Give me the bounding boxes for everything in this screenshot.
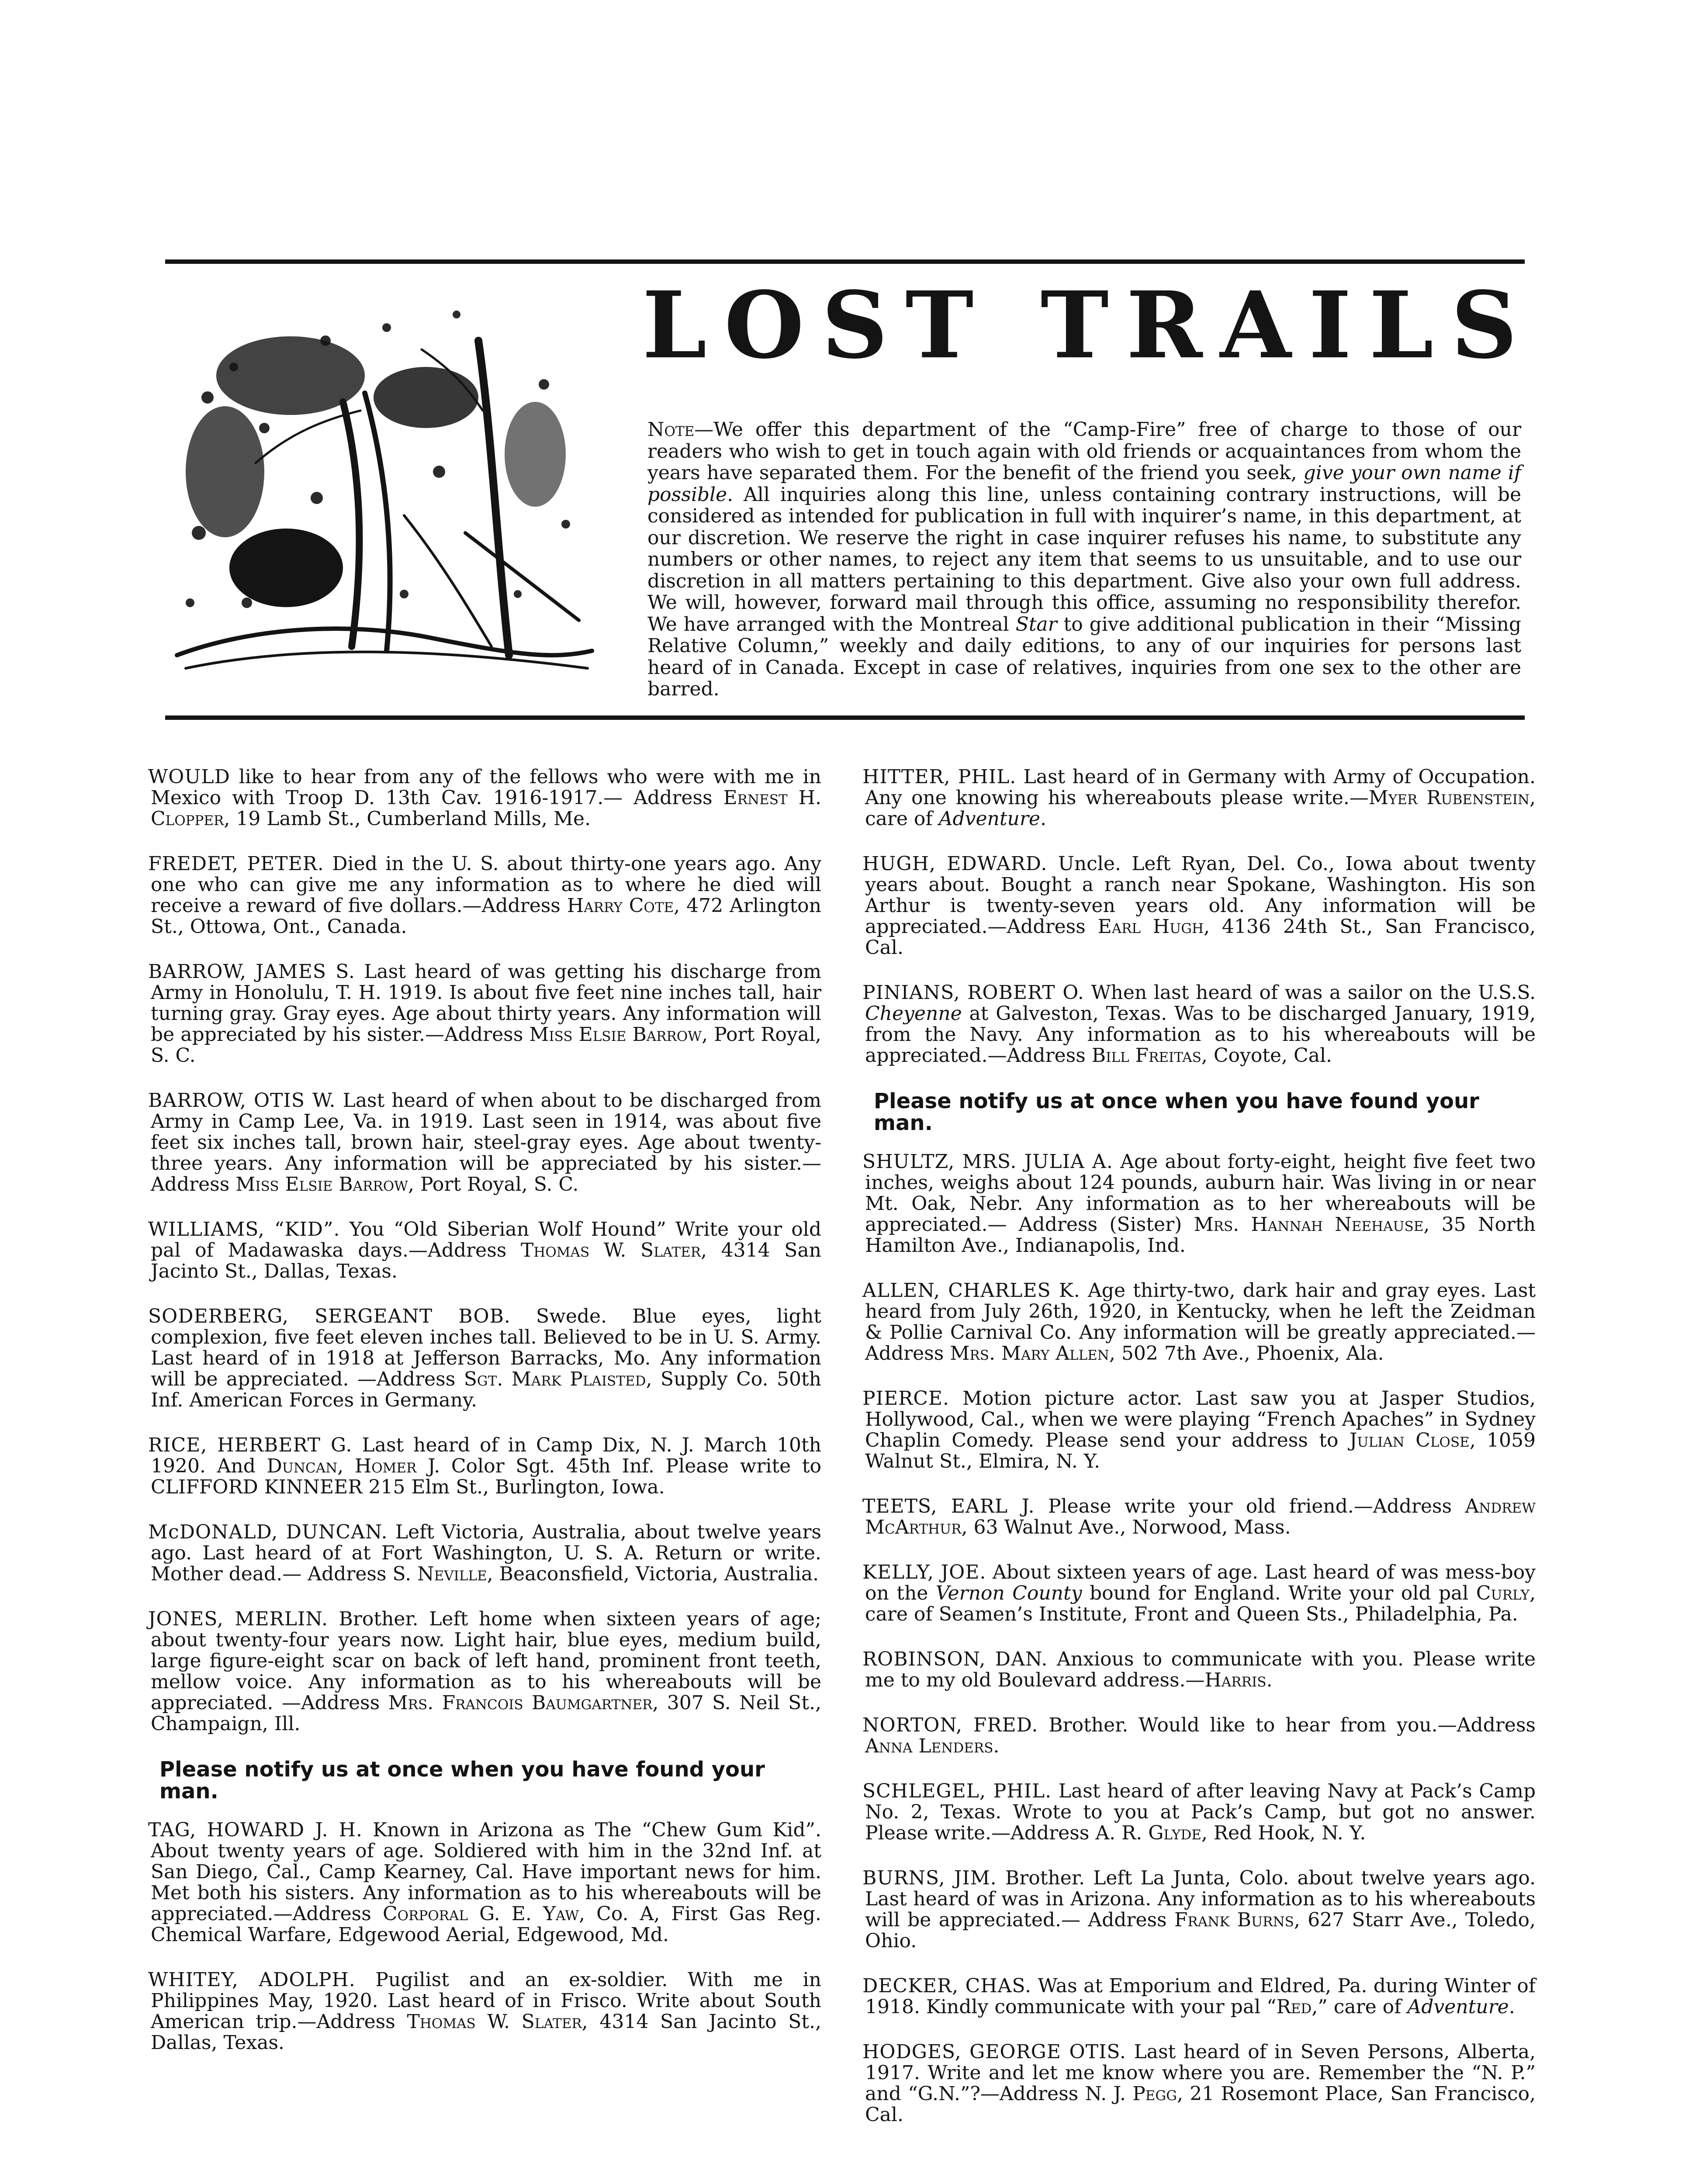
list-item: SHULTZ, MRS. JULIA A. Age about forty-eight, height five feet two inches, weighs about 124 pounds, auburn hair. Was living in or near Mt. Oak, Nebr. Any information as to her whereabouts will be appreciated.— Address (Sister) Mrs. Hannah Neehause, 35 North Hamilton Ave., Indianapolis, Ind. — [862, 1151, 1536, 1257]
right-column — [862, 766, 1536, 2149]
list-item: SCHLEGEL, PHIL. Last heard of after leaving Navy at Pack’s Camp No. 2, Texas. Wrote to you at Pack’s Camp, but got no answer. Please write.—Address A. R. Glyde, Red Hook, N. Y. — [862, 1780, 1536, 1844]
list-item: BURNS, JIM. Brother. Left La Junta, Colo. about twelve years ago. Last heard of was in Arizona. Any information as to his whereabouts will be appreciated.— Address Frank Burns, 627 Starr Ave., Toledo, Ohio. — [862, 1867, 1536, 1952]
left-entries-top — [148, 766, 822, 1735]
note-text-1: —We offer this department of the “Camp-Fire” free of charge to those of our readers who wish to get in touch again with old friends or acquaintances from whom the years have separated them. For the benefit of the friend you seek, — [647, 418, 1521, 484]
top-rule — [165, 259, 1525, 264]
list-item: ROBINSON, DAN. Anxious to communicate with you. Please write me to my old Boulevard address.—Harris. — [862, 1648, 1536, 1691]
note-emphasis-star: Star — [1015, 613, 1057, 636]
left-column — [148, 766, 822, 2077]
forest-trail-illustration — [159, 288, 601, 677]
note-text-3: to give additional publication in their “Missing Relative Column,” weekly and daily editions, to any of our inquiries for persons last heard of in Canada. Except in case of relatives, inquiries from one sex to the other are barred. — [647, 613, 1522, 700]
list-item: HUGH, EDWARD. Uncle. Left Ryan, Del. Co., Iowa about twenty years about. Bought a ranch near Spokane, Washington. His son Arthur is twenty-seven years old. Any information will be appreciated.—Address Earl Hugh, 4136 24th St., San Francisco, Cal. — [862, 853, 1536, 959]
list-item: JONES, MERLIN. Brother. Left home when sixteen years of age; about twenty-four years now. Light hair, blue eyes, medium build, large figure-eight scar on back of left hand, prominent front teeth, mellow voice. Any information as to his whereabouts will be appreciated. —Address Mrs. Francois Baumgartner, 307 S. Neil St., Champaign, Ill. — [148, 1608, 822, 1735]
note-lead: Note — [647, 418, 695, 441]
list-item: HODGES, GEORGE OTIS. Last heard of in Seven Persons, Alberta, 1917. Write and let me know where you are. Remember the “N. P.” and “G.N.”?—Address N. J. Pegg, 21 Rosemont Place, San Francisco, Cal. — [862, 2041, 1536, 2126]
page-title: LOST TRAILS — [642, 271, 1535, 379]
list-item: ALLEN, CHARLES K. Age thirty-two, dark hair and gray eyes. Last heard from July 26th, 1920, in Kentucky, when he left the Zeidman & Pollie Carnival Co. Any information will be greatly appreciated.—Address Mrs. Mary Allen, 502 7th Ave., Phoenix, Ala. — [862, 1279, 1536, 1365]
department-note — [647, 419, 1521, 700]
note-text-2: . All inquiries along this line, unless containing contrary instructions, will be considered as intended for publication in full with inquirer’s name, in this department, at our discretion. We reserve the right in case inquirer refuses his name, to substitute any numbers or other names, to reject any item that seems to us unsuitable, and to use our discretion in all matters pertaining to this department. Give also your own full address. We will, however, forward mail through this office, assuming no responsibility therefor. We have arranged with the Montreal — [647, 483, 1521, 636]
list-item: TAG, HOWARD J. H. Known in Arizona as The “Chew Gum Kid”. About twenty years of age. Soldiered with him in the 32nd Inf. at San Diego, Cal., Camp Kearney, Cal. Have important news for him. Met both his sisters. Any information as to his whereabouts will be appreciated.—Address Corporal G. E. Yaw, Co. A, First Gas Reg. Chemical Warfare, Edgewood Aerial, Edgewood, Md. — [148, 1819, 821, 1946]
right-entries-top — [862, 766, 1536, 1067]
list-item: PIERCE. Motion picture actor. Last saw you at Jasper Studios, Hollywood, Cal., when we were playing “French Apaches” in Sydney Chaplin Comedy. Please send your address to Julian Close, 1059 Walnut St., Elmira, N. Y. — [862, 1387, 1536, 1472]
list-item: SODERBERG, SERGEANT BOB. Swede. Blue eyes, light complexion, five feet eleven inches tall. Believed to be in U. S. Army. Last heard of in 1918 at Jefferson Barracks, Mo. Any information will be appreciated. —Address Sgt. Mark Plaisted, Supply Co. 50th Inf. American Forces in Germany. — [148, 1305, 821, 1411]
right-entries-bottom — [862, 1151, 1536, 2126]
left-entries-bottom — [148, 1819, 822, 2054]
list-item: McDONALD, DUNCAN. Left Victoria, Australia, about twelve years ago. Last heard of at Fort Washington, U. S. A. Return or write. Mother dead.— Address S. Neville, Beaconsfield, Victoria, Australia. — [148, 1521, 821, 1585]
list-item: DECKER, CHAS. Was at Emporium and Eldred, Pa. during Winter of 1918. Kindly communicate with your pal “Red,” care of Adventure. — [862, 1975, 1536, 2018]
bottom-rule — [165, 715, 1525, 720]
list-item: HITTER, PHIL. Last heard of in Germany with Army of Occupation. Any one knowing his whereabouts please write.—Myer Rubenstein, care of Adventure. — [862, 766, 1536, 830]
notify-notice-left: Please notify us at once when you have found your man. — [159, 1757, 765, 1804]
list-item: WILLIAMS, “KID”. You “Old Siberian Wolf Hound” Write your old pal of Madawaska days.—Address Thomas W. Slater, 4314 San Jacinto St., Dallas, Texas. — [148, 1218, 821, 1282]
list-item: PINIANS, ROBERT O. When last heard of was a sailor on the U.S.S. Cheyenne at Galveston, Texas. Was to be discharged January, 1919, from the Navy. Any information as to his whereabouts will be appreciated.—Address Bill Freitas, Coyote, Cal. — [862, 981, 1536, 1067]
list-item: WOULD like to hear from any of the fellows who were with me in Mexico with Troop D. 13th Cav. 1916-1917.— Address Ernest H. Clopper, 19 Lamb St., Cumberland Mills, Me. — [148, 766, 821, 830]
list-item: NORTON, FRED. Brother. Would like to hear from you.—Address Anna Lenders. — [862, 1714, 1536, 1757]
note-emphasis: give your own name if possible — [647, 462, 1521, 506]
list-item: RICE, HERBERT G. Last heard of in Camp Dix, N. J. March 10th 1920. And Duncan, Homer J. Color Sgt. 45th Inf. Please write to CLIFFORD KINNEER 215 Elm St., Burlington, Iowa. — [148, 1434, 821, 1498]
notify-notice-right: Please notify us at once when you have found your man. — [874, 1089, 1479, 1135]
list-item: KELLY, JOE. About sixteen years of age. Last heard of was mess-boy on the Vernon County bound for England. Write your old pal Curly, care of Seamen’s Institute, Front and Queen Sts., Philadelphia, Pa. — [862, 1561, 1536, 1625]
list-item: WHITEY, ADOLPH. Pugilist and an ex-soldier. With me in Philippines May, 1920. Last heard of in Frisco. Write about South American trip.—Address Thomas W. Slater, 4314 San Jacinto St., Dallas, Texas. — [148, 1969, 822, 2054]
list-item: TEETS, EARL J. Please write your old friend.—Address Andrew McArthur, 63 Walnut Ave., Norwood, Mass. — [862, 1495, 1536, 1538]
list-item: FREDET, PETER. Died in the U. S. about thirty-one years ago. Any one who can give me any information as to where he died will receive a reward of five dollars.—Address Harry Cote, 472 Arlington St., Ottowa, Ont., Canada. — [148, 853, 821, 938]
list-item: BARROW, JAMES S. Last heard of was getting his discharge from Army in Honolulu, T. H. 1919. Is about five feet nine inches tall, hair turning gray. Gray eyes. Age about thirty years. Any information will be appreciated by his sister.—Address Miss Elsie Barrow, Port Royal, S. C. — [148, 961, 821, 1067]
list-item: BARROW, OTIS W. Last heard of when about to be discharged from Army in Camp Lee, Va. in 1919. Last seen in 1914, was about five feet six inches tall, brown hair, steel-gray eyes. Age about twenty-three years. Any information will be appreciated by his sister.—Address Miss Elsie Barrow, Port Royal, S. C. — [148, 1089, 821, 1196]
